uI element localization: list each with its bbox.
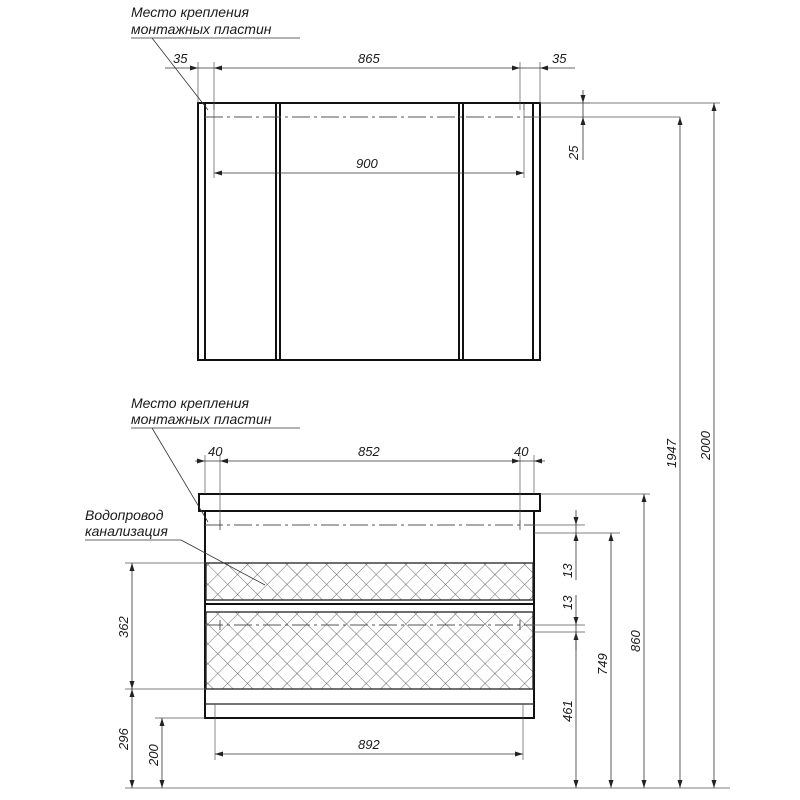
cabinet-left-door (205, 103, 276, 360)
cabinet-top-dimensions (165, 62, 680, 178)
dim-right-860: 860 (628, 630, 643, 652)
label-water-2: канализация (85, 523, 168, 539)
dim-right-461: 461 (560, 700, 575, 722)
dim-bottom-left-40: 40 (208, 444, 223, 459)
washbasin-top (199, 494, 540, 511)
cabinet-center-door (280, 103, 459, 360)
label-mounting-bottom-1: Место крепления (131, 395, 250, 411)
label-water-1: Водопровод (85, 507, 164, 523)
vanity-unit (199, 494, 540, 718)
dim-right-13-a: 13 (560, 563, 575, 578)
dim-left-200: 200 (146, 744, 161, 766)
dim-bottom-852: 852 (358, 444, 380, 459)
dim-bottom-right-40: 40 (514, 444, 529, 459)
dim-top-900: 900 (356, 156, 378, 171)
label-mounting-bottom-2: монтажных пластин (131, 411, 272, 427)
dim-right-1947: 1947 (664, 439, 679, 468)
label-mounting-top-2: монтажных пластин (131, 21, 272, 37)
dim-left-296: 296 (116, 728, 131, 750)
dim-top-left-35: 35 (173, 51, 188, 66)
upper-drawer-hatch (206, 563, 533, 600)
dim-right-13-b: 13 (560, 595, 575, 610)
dim-top-865: 865 (358, 51, 380, 66)
lower-drawer-hatch (206, 612, 533, 689)
dim-right-2000: 2000 (698, 431, 713, 460)
dim-top-25: 25 (566, 145, 581, 160)
left-vertical-dimensions (125, 563, 206, 788)
right-vertical-dimensions (534, 103, 720, 788)
mirror-cabinet (198, 103, 540, 360)
dim-left-362: 362 (116, 616, 131, 638)
dim-right-749: 749 (595, 653, 610, 675)
label-mounting-top-1: Место крепления (131, 4, 250, 20)
vanity-top-dimensions (195, 455, 545, 525)
dim-bottom-892: 892 (358, 737, 380, 752)
cabinet-outline (198, 103, 540, 360)
leader-top (152, 38, 208, 110)
dim-top-right-35: 35 (552, 51, 567, 66)
cabinet-right-door (463, 103, 533, 360)
